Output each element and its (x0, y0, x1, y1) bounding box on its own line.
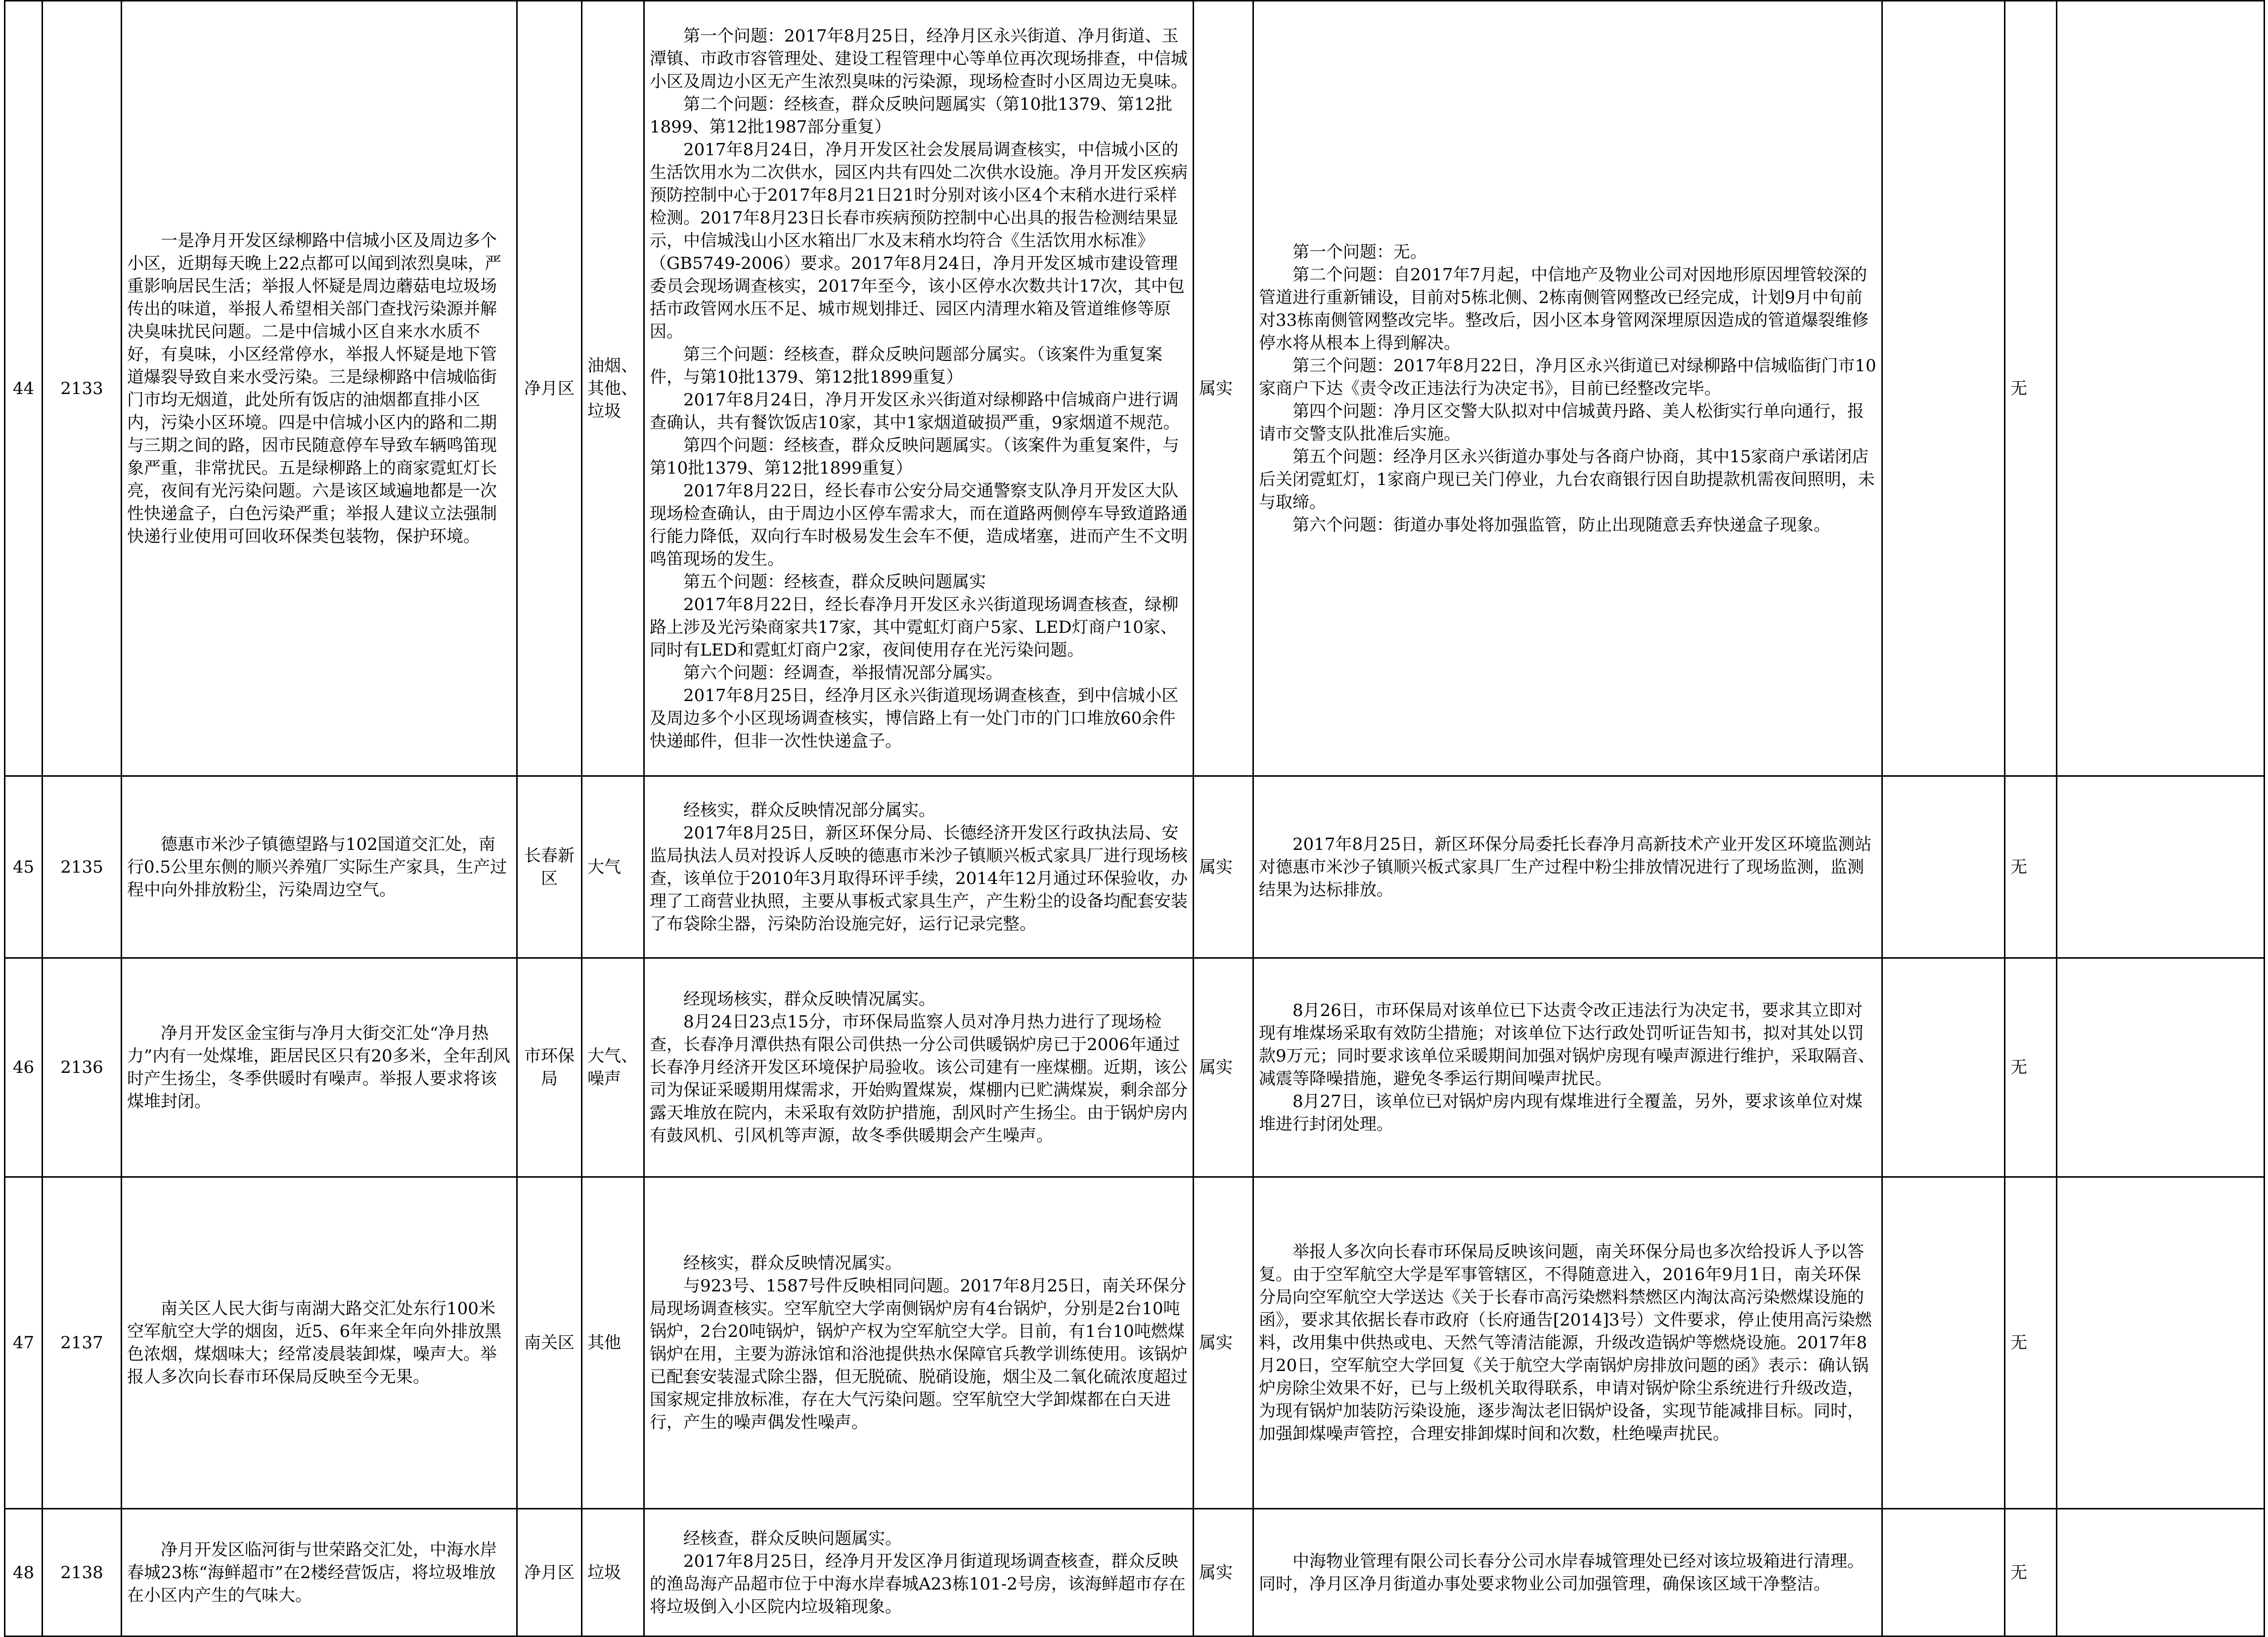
handling-result-paragraph: 第三个问题：2017年8月22日，净月区永兴街道已对绿柳路中信城临街门市10家商户下达《责令改正违法行为决定书》，目前已经整改完毕。 (1259, 355, 1876, 398)
handling-result-paragraph: 第四个问题：净月区交警大队拟对中信城黄丹路、美人松街实行单向通行，报请市交警支队批准后实施。 (1259, 401, 1864, 444)
verdict: 属实 (1194, 1177, 1253, 1509)
handling-result (1253, 958, 1882, 1177)
accountability: 无 (2005, 958, 2057, 1177)
complaint-text: 净月开发区临河街与世荣路交汇处，中海水岸春城23栋“海鲜超市”在2楼经营饭店，将垃圾堆放在小区内产生的气味大。 (127, 1540, 497, 1605)
empty-cell (1882, 776, 2005, 958)
complaint-content (122, 776, 517, 958)
handling-result-paragraph: 2017年8月25日，新区环保分局委托长春净月高新技术产业开发区环境监测站对德惠市米沙子镇顺兴板式家具厂生产过程中粉尘排放情况进行了现场监测，监测结果为达标排放。 (1259, 834, 1872, 900)
complaint-content (122, 1509, 517, 1637)
pollution-type: 其他 (582, 1177, 644, 1509)
investigation-paragraph: 经核实，群众反映情况部分属实。 (683, 800, 935, 820)
handling-result-paragraph: 中海物业管理有限公司长春分公司水岸春城管理处已经对该垃圾箱进行清理。同时，净月区净月街道办事处要求物业公司加强管理，确保该区域干净整洁。 (1259, 1551, 1864, 1594)
table-row (5, 958, 2265, 1177)
investigation-paragraph: 第三个问题：经核查，群众反映问题部分属实。（该案件为重复案件，与第10批1379、第12批1899重复） (650, 344, 1162, 387)
verdict: 属实 (1194, 958, 1253, 1177)
complaint-content (122, 1, 517, 776)
investigation-paragraph: 第一个问题：2017年8月25日，经净月区永兴街道、净月街道、玉潭镇、市政市容管理处、建设工程管理中心等单位再次现场排查，中信城小区及周边小区无产生浓烈臭味的污染源，现场检查时小区周边无臭味。 (650, 26, 1188, 91)
complaint-text: 德惠市米沙子镇德望路与102国道交汇处，南行0.5公里东侧的顺兴养殖厂实际生产家具，生产过程中向外排放粉尘，污染周边空气。 (127, 834, 507, 900)
investigation (644, 958, 1194, 1177)
complaint-text: 一是净月开发区绿柳路中信城小区及周边多个小区，近期每天晚上22点都可以闻到浓烈臭味，严重影响居民生活；举报人怀疑是周边蘑菇电垃圾场传出的味道，举报人希望相关部门查找污染源并解决臭味扰民问题。二是中信城小区自来水水质不好，有臭味，小区经常停水，举报人怀疑是地下管道爆裂导致自来水受污染。三是绿柳路中信城临街门市均无烟道，此处所有饭店的油烟都直排小区内，污染小区环境。四是中信城小区内的路和二期与三期之间的路，因市民随意停车导致车辆鸣笛现象严重，非常扰民。五是绿柳路上的商家霓虹灯长亮，夜间有光污染问题。六是该区域遍地都是一次性快递盒子，白色污染严重；举报人建议立法强制快递行业使用可回收环保类包装物，保护环境。 (127, 230, 502, 546)
handling-result-paragraph: 8月26日，市环保局对该单位已下达责令改正违法行为决定书，要求其立即对现有堆煤场采取有效防尘措施；对该单位下达行政处罚听证告知书，拟对其处以罚款9万元；同时要求该单位采暖期间加强对锅炉房现有噪声源进行维护，采取隔音、减震等降噪措施，避免冬季运行期间噪声扰民。 (1259, 1001, 1875, 1089)
handling-result (1253, 1, 1882, 776)
district: 长春新区 (517, 776, 582, 958)
empty-cell (2057, 1177, 2265, 1509)
table-row (5, 1, 2265, 776)
investigation-paragraph: 2017年8月24日，净月开发区永兴街道对绿柳路中信城商户进行调查确认，共有餐饮饭店10家，其中1家烟道破损严重，9家烟道不规范。 (650, 390, 1180, 433)
pollution-type: 大气、噪声 (582, 958, 644, 1177)
case-id: 2133 (43, 1, 122, 776)
table-row (5, 1509, 2265, 1637)
accountability: 无 (2005, 776, 2057, 958)
investigation-paragraph: 与923号、1587号件反映相同问题。2017年8月25日，南关环保分局现场调查核实。空军航空大学南侧锅炉房有4台锅炉，分别是2台10吨锅炉，2台20吨锅炉，锅炉产权为空军航空大学。目前，有1台10吨燃煤锅炉在用，主要为游泳馆和浴池提供热水保障官兵教学训练使用。该锅炉已配套安装湿式除尘器，但无脱硫、脱硝设施，烟尘及二氧化硫浓度超过国家规定排放标准，存在大气污染问题。空军航空大学卸煤都在白天进行，产生的噪声偶发性噪声。 (650, 1276, 1188, 1432)
handling-result-paragraph: 第六个问题：街道办事处将加强监管，防止出现随意丢弃快递盒子现象。 (1292, 515, 1830, 535)
handling-result (1253, 776, 1882, 958)
investigation-paragraph: 2017年8月22日，经长春市公安分局交通警察支队净月开发区大队现场检查确认，由于周边小区停车需求大，而在道路两侧停车导致道路通行能力降低，双向行车时极易发生会车不便，造成堵塞，进而产生不文明鸣笛现场的发生。 (650, 481, 1188, 569)
investigation-paragraph: 8月24日23点15分，市环保局监察人员对净月热力进行了现场检查，长春净月潭供热有限公司供热一分公司供暖锅炉房已于2006年通过长春净月经济开发区环境保护局验收。该公司建有一座煤棚。近期，该公司为保证采暖期用煤需求，开始购置煤炭，煤棚内已贮满煤炭，剩余部分露天堆放在院内，未采取有效防护措施，刮风时产生扬尘。由于锅炉房内有鼓风机、引风机等声源，故冬季供暖期会产生噪声。 (650, 1012, 1188, 1146)
investigation-paragraph: 2017年8月25日，新区环保分局、长德经济开发区行政执法局、安监局执法人员对投诉人反映的德惠市米沙子镇顺兴板式家具厂进行现场核查，该单位于2010年3月取得环评手续，2014年12月通过环保验收，办理了工商营业执照，主要从事板式家具生产，产生粉尘的设备均配套安装了布袋除尘器，污染防治设施完好，运行记录完整。 (650, 823, 1188, 934)
district: 南关区 (517, 1177, 582, 1509)
accountability: 无 (2005, 1, 2057, 776)
case-id: 2138 (43, 1509, 122, 1637)
handling-result-paragraph: 举报人多次向长春市环保局反映该问题，南关环保分局也多次给投诉人予以答复。由于空军航空大学是军事管辖区，不得随意进入，2016年9月1日，南关环保分局向空军航空大学送达《关于长春市高污染燃料禁燃区内淘汰高污染燃煤设施的函》，要求其依据长春市政府（长府通告[2014]3号）文件要求，停止使用高污染燃料，改用集中供热或电、天然气等清洁能源，升级改造锅炉等燃烧设施。2017年8月20日，空军航空大学回复《关于航空大学南锅炉房排放问题的函》表示：确认锅炉房除尘效果不好，已与上级机关取得联系，申请对锅炉除尘系统进行升级改造，为现有锅炉加装防污染设施，逐步淘汰老旧锅炉设备，实现节能减排目标。同时，加强卸煤噪声管控，合理安排卸煤时间和次数，杜绝噪声扰民。 (1259, 1242, 1872, 1444)
investigation-paragraph: 经现场核实，群众反映情况属实。 (683, 989, 935, 1009)
table-row (5, 776, 2265, 958)
district: 净月区 (517, 1, 582, 776)
handling-result-paragraph: 第五个问题：经净月区永兴街道办事处与各商户协商，其中15家商户承诺闭店后关闭霓虹灯，1家商户现已关门停业，九台农商银行因自助提款机需夜间照明，未与取缔。 (1259, 446, 1875, 512)
investigation-paragraph: 经核查，群众反映问题属实。 (683, 1528, 902, 1549)
accountability: 无 (2005, 1177, 2057, 1509)
handling-result-paragraph: 8月27日，该单位已对锅炉房内现有煤堆进行全覆盖，另外，要求该单位对煤堆进行封闭处理。 (1259, 1092, 1863, 1134)
row-number: 47 (5, 1177, 43, 1509)
investigation-paragraph: 经核实，群众反映情况属实。 (683, 1253, 902, 1273)
accountability: 无 (2005, 1509, 2057, 1637)
pollution-type: 大气 (582, 776, 644, 958)
investigation-paragraph: 第五个问题：经核查，群众反映问题属实 (683, 572, 986, 592)
empty-cell (1882, 1177, 2005, 1509)
pollution-type: 垃圾 (582, 1509, 644, 1637)
table-row (5, 1177, 2265, 1509)
pollution-type: 油烟、其他、垃圾 (582, 1, 644, 776)
case-id: 2135 (43, 776, 122, 958)
handling-result-paragraph: 第二个问题：自2017年7月起，中信地产及物业公司对因地形原因埋管较深的管道进行重新铺设，目前对5栋北侧、2栋南侧管网整改已经完成，计划9月中旬前对33栋南侧管网整改完毕。整改后，因小区本身管网深埋原因造成的管道爆裂维修停水将从根本上得到解决。 (1259, 265, 1869, 353)
row-number: 44 (5, 1, 43, 776)
investigation (644, 1, 1194, 776)
empty-cell (2057, 776, 2265, 958)
empty-cell (1882, 958, 2005, 1177)
complaint-text: 净月开发区金宝街与净月大街交汇处“净月热力”内有一处煤堆，距居民区只有20多米，全年刮风时产生扬尘，冬季供暖时有噪声。举报人要求将该煤堆封闭。 (127, 1023, 510, 1111)
investigation (644, 1509, 1194, 1637)
investigation-paragraph: 第六个问题：经调查，举报情况部分属实。 (683, 663, 1003, 683)
complaint-content (122, 1177, 517, 1509)
investigation (644, 776, 1194, 958)
investigation (644, 1177, 1194, 1509)
investigation-paragraph: 第二个问题：经核查，群众反映问题属实（第10批1379、第12批1899、第12批1987部分重复） (650, 94, 1173, 137)
empty-cell (2057, 958, 2265, 1177)
district: 净月区 (517, 1509, 582, 1637)
case-id: 2137 (43, 1177, 122, 1509)
complaint-content (122, 958, 517, 1177)
handling-result-paragraph: 第一个问题：无。 (1292, 242, 1427, 262)
row-number: 48 (5, 1509, 43, 1637)
district: 市环保局 (517, 958, 582, 1177)
empty-cell (2057, 1509, 2265, 1637)
verdict: 属实 (1194, 1, 1253, 776)
investigation-paragraph: 2017年8月24日，净月开发区社会发展局调查核实，中信城小区的生活饮用水为二次供水，园区内共有四处二次供水设施。净月开发区疾病预防控制中心于2017年8月21日21时分别对该小区4个末稍水进行采样检测。2017年8月23日长春市疾病预防控制中心出具的报告检测结果显示，中信城浅山小区水箱出厂水及末稍水均符合《生活饮用水标准》（GB5749-2006）要求。2017年8月24日，净月开发区城市建设管理委员会现场调查核实，2017年至今，该小区停水次数共计17次，其中包括市政管网水压不足、城市规划排迁、园区内清理水箱及管道维修等原因。 (650, 139, 1188, 342)
empty-cell (1882, 1509, 2005, 1637)
complaint-text: 南关区人民大街与南湖大路交汇处东行100米空军航空大学的烟囱，近5、6年来全年向外排放黑色浓烟，煤烟味大；经常凌晨装卸煤，噪声大。举报人多次向长春市环保局反映至今无果。 (127, 1299, 502, 1387)
row-number: 45 (5, 776, 43, 958)
empty-cell (1882, 1, 2005, 776)
case-id: 2136 (43, 958, 122, 1177)
investigation-paragraph: 2017年8月22日，经长春净月开发区永兴街道现场调查核查，绿柳路上涉及光污染商家共17家，其中霓虹灯商户5家、LED灯商户10家、同时有LED和霓虹灯商户2家，夜间使用存在光污染问题。 (650, 594, 1179, 660)
investigation-paragraph: 2017年8月25日，经净月区永兴街道现场调查核查，到中信城小区及周边多个小区现场调查核实，博信路上有一处门市的门口堆放60余件快递邮件，但非一次性快递盒子。 (650, 685, 1179, 751)
handling-result (1253, 1177, 1882, 1509)
verdict: 属实 (1194, 1509, 1253, 1637)
investigation-paragraph: 2017年8月25日，经净月开发区净月街道现场调查核查，群众反映的渔岛海产品超市位于中海水岸春城A23栋101-2号房，该海鲜超市存在将垃圾倒入小区院内垃圾箱现象。 (650, 1551, 1186, 1617)
empty-cell (2057, 1, 2265, 776)
row-number: 46 (5, 958, 43, 1177)
handling-result (1253, 1509, 1882, 1637)
investigation-paragraph: 第四个问题：经核查，群众反映问题属实。（该案件为重复案件，与第10批1379、第12批1899重复） (650, 435, 1179, 478)
complaint-table (4, 0, 2265, 1637)
verdict: 属实 (1194, 776, 1253, 958)
